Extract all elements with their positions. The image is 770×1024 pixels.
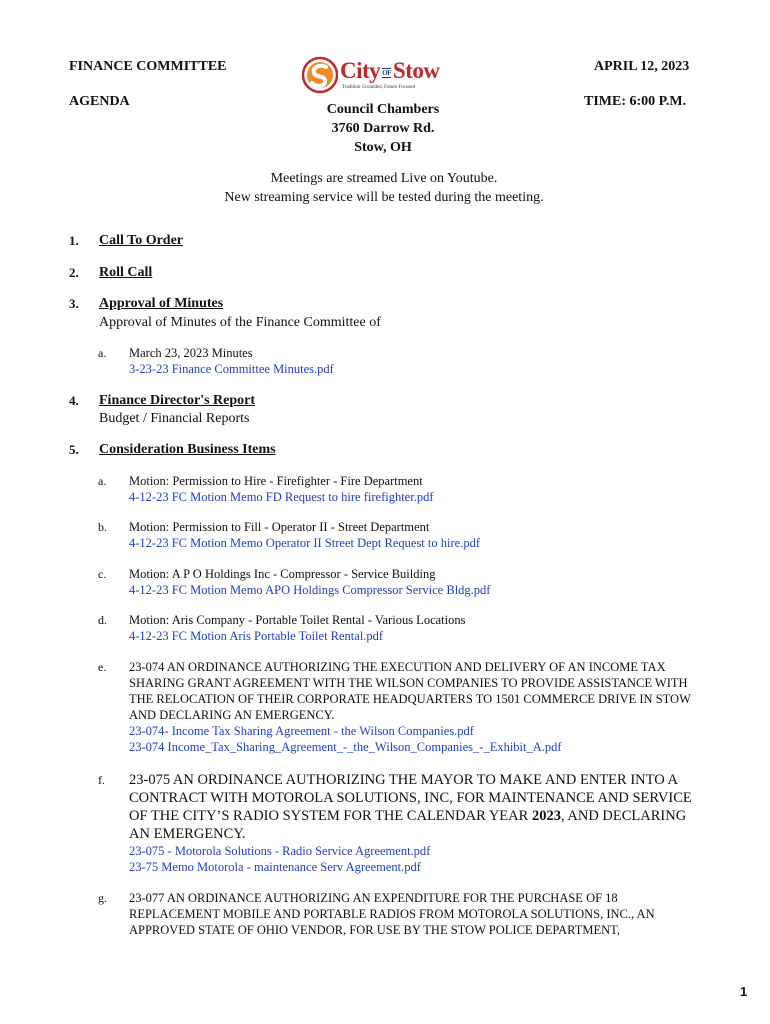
attachment-link[interactable]: 23-075 - Motorola Solutions - Radio Service Agreement.pdf <box>129 844 431 858</box>
list-item <box>129 659 694 755</box>
logo-wordmark <box>340 58 439 84</box>
streaming-notice <box>0 169 769 207</box>
item-text: Motion: Aris Company - Portable Toilet Rental - Various Locations <box>129 613 466 627</box>
attachment-link[interactable]: 4-12-23 FC Motion Memo APO Holdings Compressor Service Bldg.pdf <box>129 583 491 597</box>
section-title-roll-call: Roll Call <box>99 265 153 280</box>
meeting-location <box>0 100 768 157</box>
notice-line-2: New streaming service will be tested during the meeting. <box>224 190 544 205</box>
list-item <box>129 566 699 598</box>
section-title-approval-of-minutes: Approval of Minutes <box>99 296 224 311</box>
item-text-part: 23-075 AN ORDINANCE AUTHORIZING THE MAYOR TO MAKE AND ENTER INTO A CONTRACT WITH MOTOROLA SOLUTIONS, INC, FOR MAINTENANCE AND SERVICE OF THE CITY’S RADIO SYSTEM FOR THE CALENDAR YEAR <box>129 772 692 824</box>
location-line-1: Council Chambers <box>326 102 440 117</box>
city-seal-icon <box>302 56 338 94</box>
list-item <box>129 890 699 938</box>
item-letter: c. <box>98 567 107 581</box>
list-item <box>129 519 699 551</box>
meeting-time: TIME: 6:00 P.M. <box>584 94 687 109</box>
section-title-consideration-business-items: Consideration Business Items <box>99 442 276 457</box>
location-line-2: 3760 Darrow Rd. <box>331 121 435 136</box>
list-item <box>129 612 699 644</box>
item-text: March 23, 2023 Minutes <box>129 346 253 360</box>
item-text-part: , AND DECLARING AN EMERGENCY. <box>129 808 687 842</box>
section-title-call-to-order: Call To Order <box>99 233 184 248</box>
attachment-link[interactable]: 3-23-23 Finance Committee Minutes.pdf <box>129 362 334 376</box>
item-text: Motion: Permission to Fill - Operator II - Street Department <box>129 520 430 534</box>
list-item <box>129 345 699 377</box>
location-line-3: Stow, OH <box>354 140 412 155</box>
page-number: 1 <box>740 984 748 999</box>
logo-stow-text: Stow <box>392 58 440 83</box>
item-text <box>129 771 694 843</box>
notice-line-1: Meetings are streamed Live on Youtube. <box>270 171 498 186</box>
agenda-label: AGENDA <box>69 94 130 109</box>
attachment-link[interactable]: 4-12-23 FC Motion Memo Operator II Street Dept Request to hire.pdf <box>129 536 480 550</box>
section-number: 5. <box>69 442 79 457</box>
attachment-link[interactable]: 4-12-23 FC Motion Aris Portable Toilet Rental.pdf <box>129 629 384 643</box>
attachment-link[interactable]: 23-074- Income Tax Sharing Agreement - the Wilson Companies.pdf <box>129 724 474 738</box>
item-text-bold: 2023 <box>531 808 561 824</box>
committee-title: FINANCE COMMITTEE <box>69 59 227 74</box>
section-number: 3. <box>69 296 79 311</box>
attachment-link[interactable]: 23-75 Memo Motorola - maintenance Serv Agreement.pdf <box>129 860 421 874</box>
item-text: Motion: Permission to Hire - Firefighter - Fire Department <box>129 474 423 488</box>
section-title-finance-directors-report: Finance Director's Report <box>99 393 256 408</box>
item-letter: b. <box>98 520 107 534</box>
item-letter: g. <box>98 891 107 905</box>
section-number: 1. <box>69 233 79 248</box>
logo-tagline: Tradition Grounded, Future Focused <box>342 85 416 90</box>
logo-of-text: OF <box>382 68 391 77</box>
item-letter: f. <box>98 773 105 787</box>
attachment-link[interactable]: 4-12-23 FC Motion Memo FD Request to hire firefighter.pdf <box>129 490 434 504</box>
attachment-link[interactable]: 23-074 Income_Tax_Sharing_Agreement_-_the_Wilson_Companies_-_Exhibit_A.pdf <box>129 740 562 754</box>
item-text: 23-077 AN ORDINANCE AUTHORIZING AN EXPENDITURE FOR THE PURCHASE OF 18 REPLACEMENT MOBILE AND PORTABLE RADIOS FROM MOTOROLA SOLUTIONS, INC., AN APPROVED STATE OF OHIO VENDOR, FOR USE BY THE STOW POLICE DEPARTMENT, <box>129 891 655 937</box>
item-letter: a. <box>98 474 107 488</box>
item-text: 23-074 AN ORDINANCE AUTHORIZING THE EXECUTION AND DELIVERY OF AN INCOME TAX SHARING GRANT AGREEMENT WITH THE WILSON COMPANIES TO PROVIDE ASSISTANCE WITH THE RELOCATION OF THEIR CORPORATE HEADQUARTERS TO 1501 COMMERCE DRIVE IN STOW AND DECLARING AN EMERGENCY. <box>129 660 691 722</box>
section-number: 2. <box>69 265 79 280</box>
section-description: Budget / Financial Reports <box>99 411 250 426</box>
list-item <box>129 473 699 505</box>
list-item <box>129 771 694 875</box>
item-letter: e. <box>98 660 107 674</box>
logo-city-text: City <box>340 58 381 83</box>
item-letter: a. <box>98 346 107 360</box>
section-number: 4. <box>69 393 79 408</box>
item-letter: d. <box>98 613 107 627</box>
section-description: Approval of Minutes of the Finance Committee of <box>99 315 381 330</box>
item-text: Motion: A P O Holdings Inc - Compressor - Service Building <box>129 567 436 581</box>
meeting-date: APRIL 12, 2023 <box>594 59 690 74</box>
